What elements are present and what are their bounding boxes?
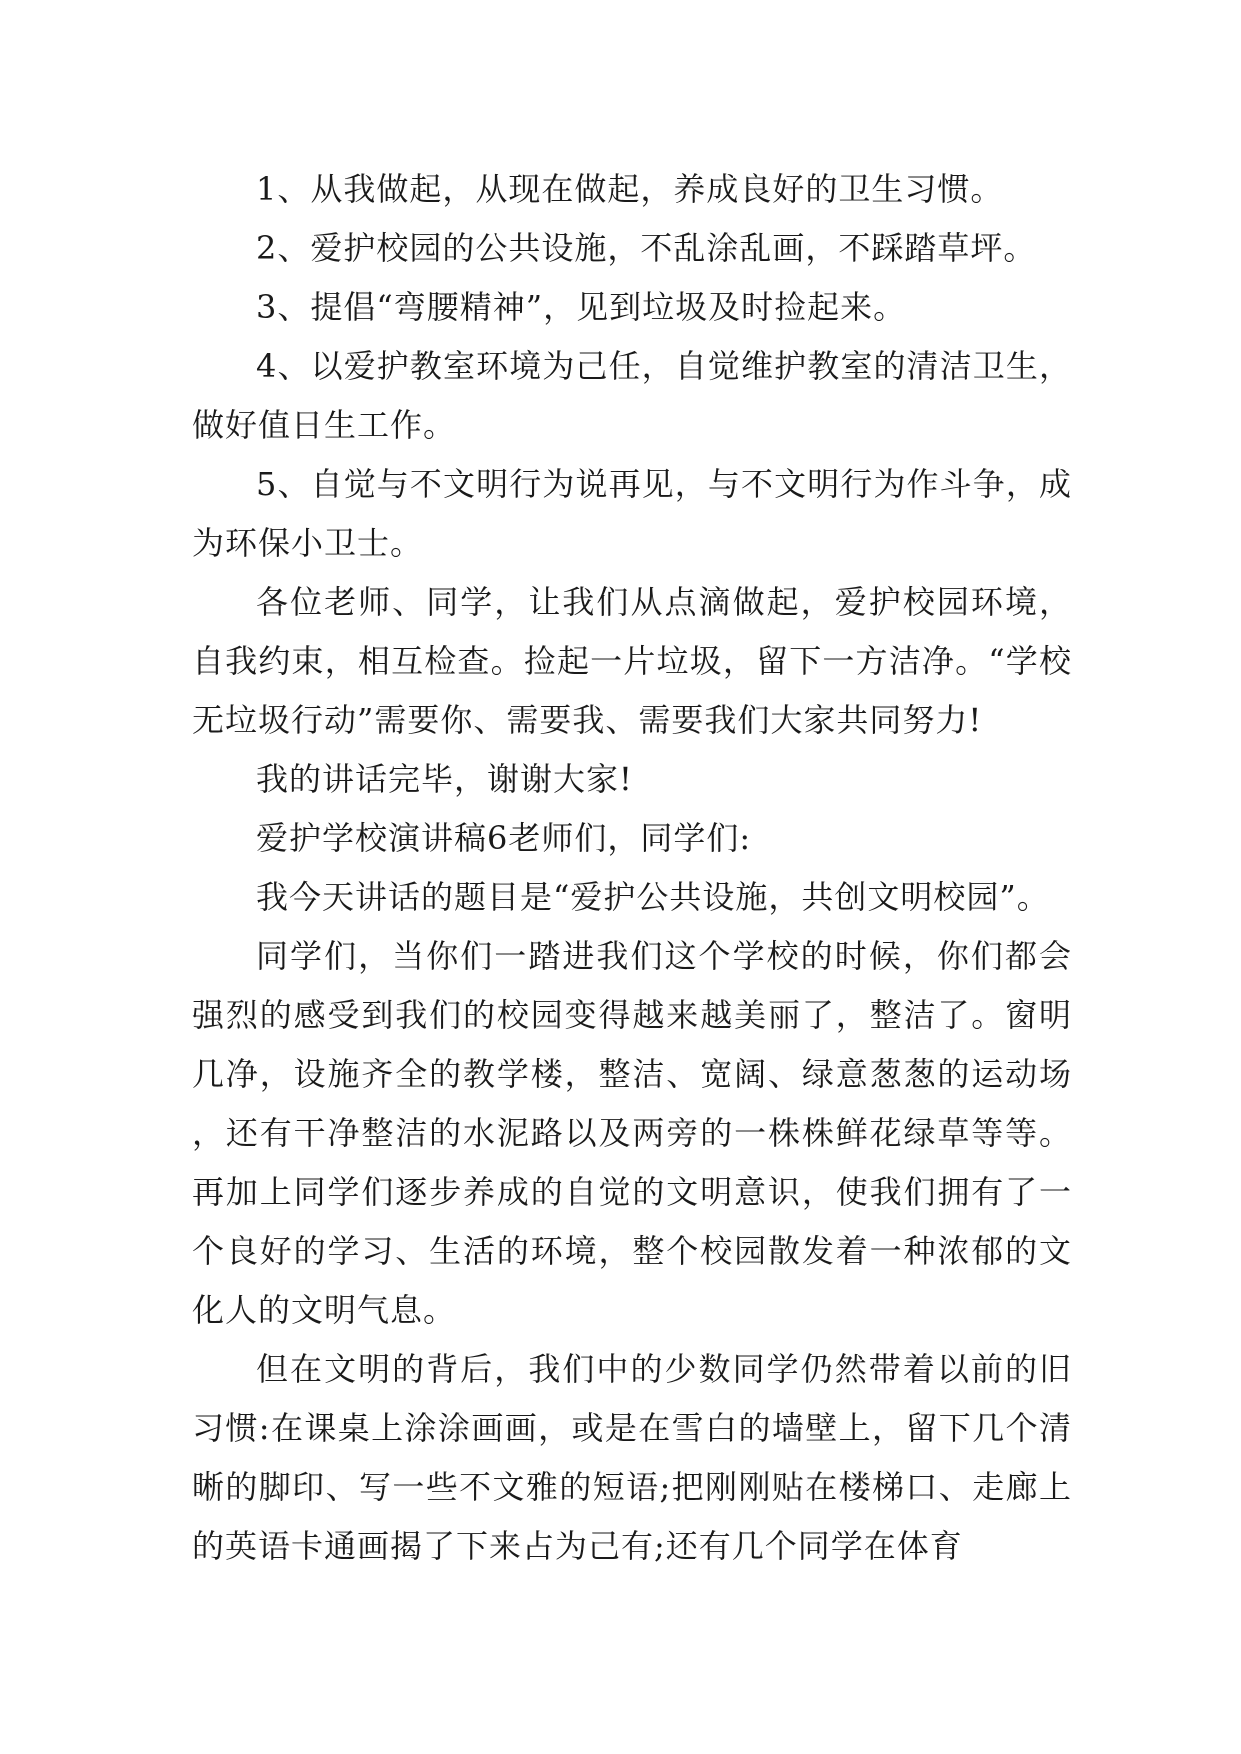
paragraph-6: 各位老师、同学，让我们从点滴做起，爱护校园环境，自我约束，相互检查。捡起一片垃圾，留下一方洁净。“学校无垃圾行动”需要你、需要我、需要我们大家共同努力! xyxy=(192,583,1072,739)
document-body xyxy=(192,160,1072,1576)
paragraph-5: 5、自觉与不文明行为说再见，与不文明行为作斗争，成为环保小卫士。 xyxy=(192,465,1072,562)
paragraph-2: 2、爱护校园的公共设施，不乱涂乱画，不踩踏草坪。 xyxy=(256,229,1037,267)
paragraph-7: 我的讲话完毕，谢谢大家! xyxy=(256,760,633,798)
paragraph-8: 爱护学校演讲稿6老师们，同学们: xyxy=(256,819,752,857)
paragraph-1: 1、从我做起，从现在做起，养成良好的卫生习惯。 xyxy=(256,170,1004,208)
paragraph-11: 但在文明的背后，我们中的少数同学仍然带着以前的旧习惯:在课桌上涂涂画画，或是在雪白的墙壁上，留下几个清晰的脚印、写一些不文雅的短语;把刚刚贴在楼梯口、走廊上的英语卡通画揭了下来占为己有;还有几个同学在体育 xyxy=(192,1350,1072,1565)
paragraph-9: 我今天讲话的题目是“爱护公共设施，共创文明校园”。 xyxy=(256,878,1050,916)
paragraph-4: 4、以爱护教室环境为己任，自觉维护教室的清洁卫生，做好值日生工作。 xyxy=(192,347,1072,444)
paragraph-3: 3、提倡“弯腰精神”，见到垃圾及时捡起来。 xyxy=(256,288,907,326)
paragraph-10: 同学们，当你们一踏进我们这个学校的时候，你们都会强烈的感受到我们的校园变得越来越美丽了，整洁了。窗明几净，设施齐全的教学楼，整洁、宽阔、绿意葱葱的运动场，还有干净整洁的水泥路以及两旁的一株株鲜花绿草等等。再加上同学们逐步养成的自觉的文明意识，使我们拥有了一个良好的学习、生活的环境，整个校园散发着一种浓郁的文化人的文明气息。 xyxy=(192,937,1072,1329)
